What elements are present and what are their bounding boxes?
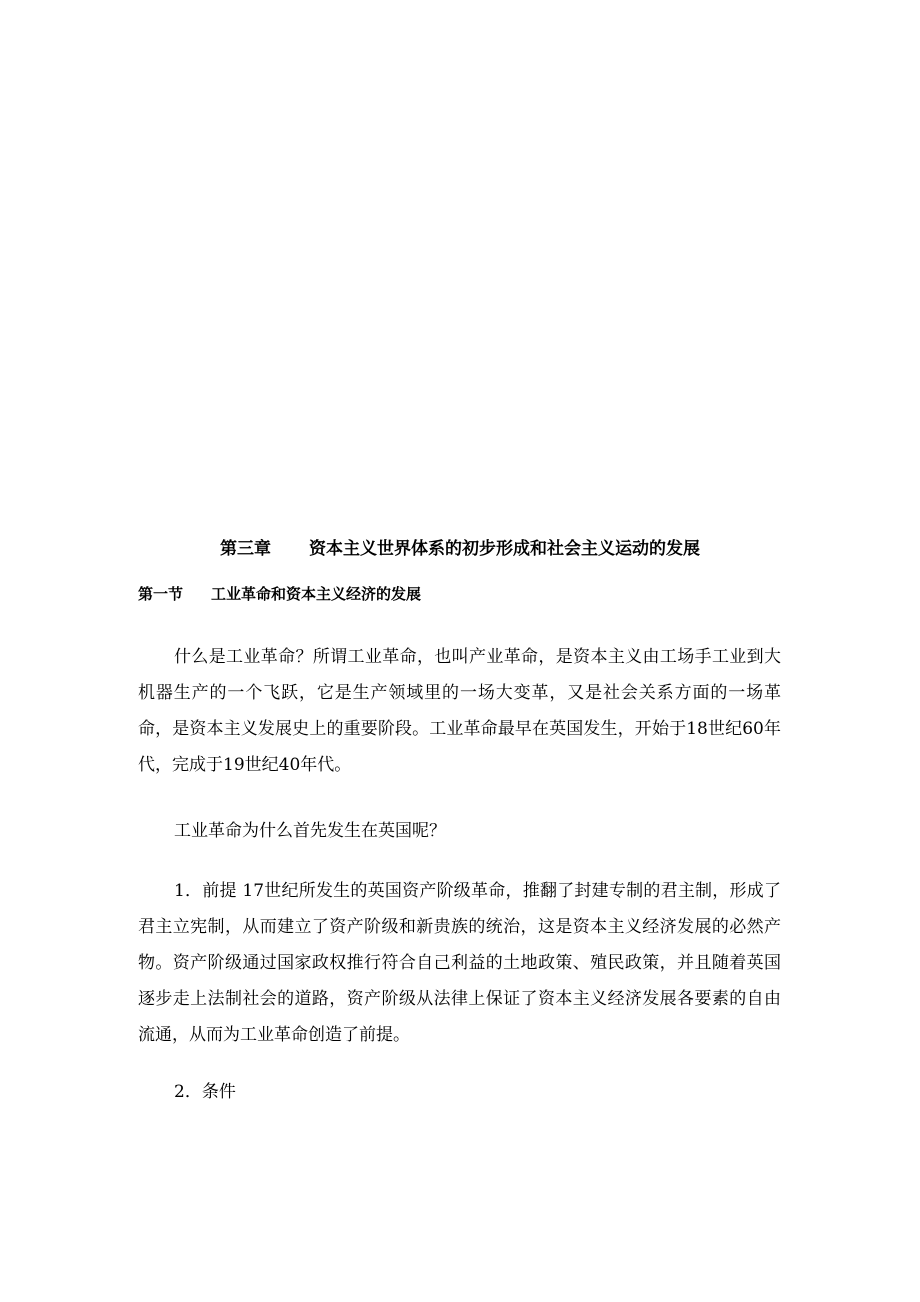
paragraph-why-england-question: 工业革命为什么首先发生在英国呢？	[174, 821, 446, 841]
chapter-number: 第三章	[220, 539, 271, 559]
paragraph-premise: 1．前提 17世纪所发生的英国资产阶级革命，推翻了封建专制的君主制，形成了君主立宪制，从而建立了资产阶级和新贵族的统治，这是资本主义经济发展的必然产物。资产阶级通过国家政权推行符合自己利益的土地政策、殖民政策，并且随着英国逐步走上法制社会的道路，资产阶级从法律上保证了资本主义经济发展各要素的自由流通，从而为工业革命创造了前提。	[138, 881, 781, 1045]
section-number: 第一节	[138, 585, 184, 603]
section-title-text: 工业革命和资本主义经济的发展	[211, 585, 422, 603]
section-heading	[138, 582, 421, 606]
chapter-heading	[140, 536, 780, 562]
chapter-title-text: 资本主义世界体系的初步形成和社会主义运动的发展	[309, 539, 700, 559]
paragraph-industrial-revolution-definition: 什么是工业革命？所谓工业革命，也叫产业革命，是资本主义由工场手工业到大机器生产的一个飞跃，它是生产领域里的一场大变革，又是社会关系方面的一场革命，是资本主义发展史上的重要阶段。工业革命最早在英国发生，开始于18世纪60年代，完成于19世纪40年代。	[138, 647, 781, 775]
paragraph-conditions: 2．条件	[174, 1082, 236, 1102]
